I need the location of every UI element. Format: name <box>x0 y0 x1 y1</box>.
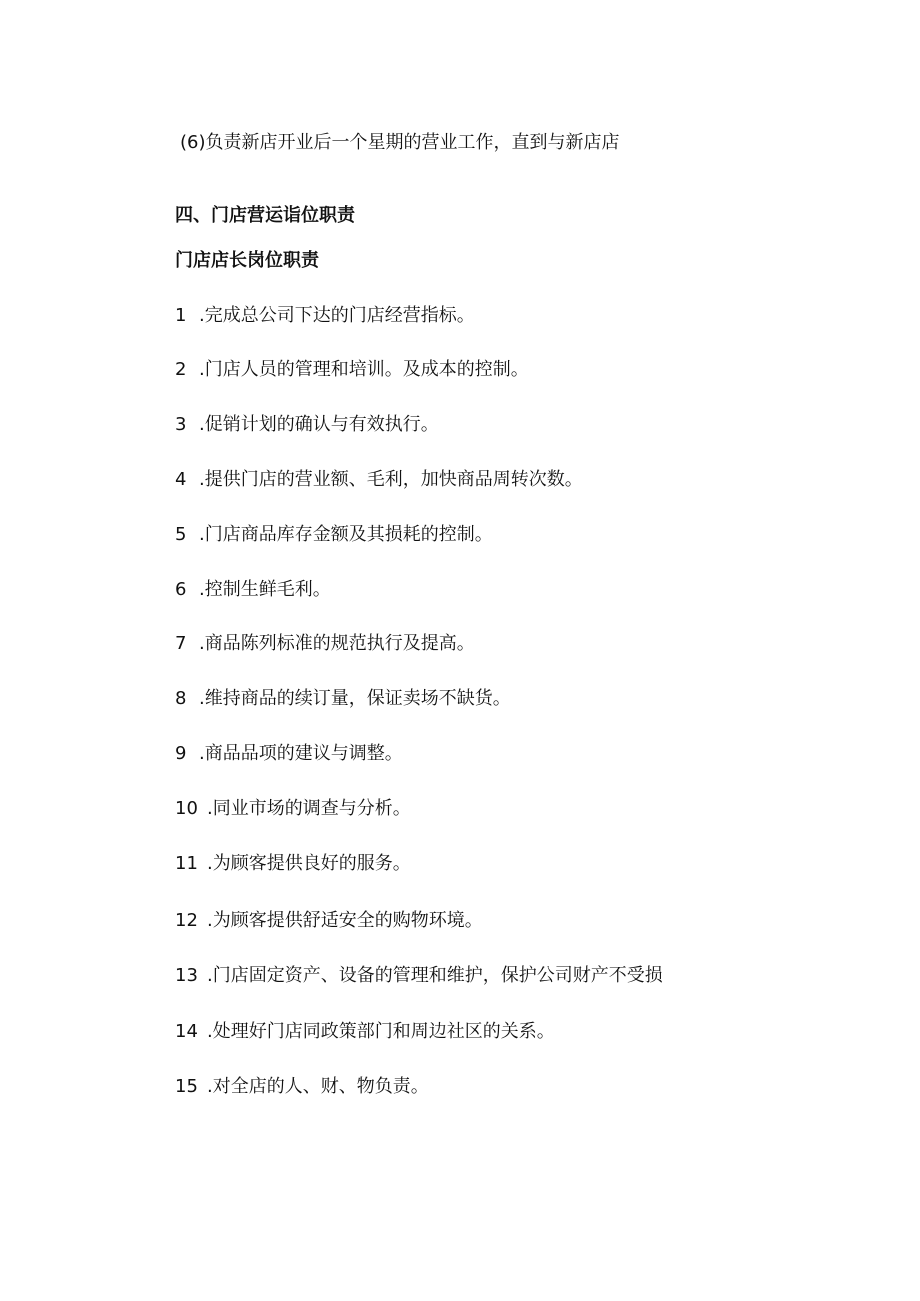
item-text: .为顾客提供舒适安全的购物环境。 <box>207 910 483 931</box>
item-number: 3 <box>175 414 187 435</box>
list-item <box>175 358 529 382</box>
list-item <box>175 1020 555 1044</box>
list-item <box>175 632 475 656</box>
subheading: 门店店长岗位职责 <box>175 250 319 271</box>
item-number: 1 <box>175 305 187 326</box>
item-number: 14 <box>175 1021 198 1042</box>
item-text: .门店人员的管理和培训。及成本的控制。 <box>199 359 529 380</box>
item-number: 4 <box>175 469 187 490</box>
item-text: .促销计划的确认与有效执行。 <box>199 414 439 435</box>
item-number: 5 <box>175 524 187 545</box>
item-text: .提供门店的营业额、毛利，加快商品周转次数。 <box>199 469 583 490</box>
item-text: .为顾客提供良好的服务。 <box>207 853 411 874</box>
item-number: 12 <box>175 910 198 931</box>
list-item <box>175 964 663 988</box>
item-text: .对全店的人、财、物负责。 <box>207 1076 429 1097</box>
item-text: .维持商品的续订量，保证卖场不缺货。 <box>199 688 511 709</box>
list-item <box>175 578 331 602</box>
item-text: .门店商品库存金额及其损耗的控制。 <box>199 524 493 545</box>
list-item <box>175 304 475 328</box>
item-number: 10 <box>175 798 198 819</box>
item-text: .商品陈列标准的规范执行及提高。 <box>199 633 475 654</box>
item-number: 2 <box>175 359 187 380</box>
item-number: 8 <box>175 688 187 709</box>
item-number: 9 <box>175 743 187 764</box>
list-item <box>175 413 439 437</box>
list-item <box>175 1075 429 1099</box>
item-text: .处理好门店同政策部门和周边社区的关系。 <box>207 1021 555 1042</box>
item-text: .完成总公司下达的门店经营指标。 <box>199 305 475 326</box>
item-number: 15 <box>175 1076 198 1097</box>
list-item <box>175 523 493 547</box>
item-text: .门店固定资产、设备的管理和维护，保护公司财产不受损 <box>207 965 663 986</box>
section-heading: 四、门店营运诣位职责 <box>175 205 355 226</box>
item-number: 7 <box>175 633 187 654</box>
item-text: .控制生鲜毛利。 <box>199 579 331 600</box>
item-number: 6 <box>175 579 187 600</box>
list-item <box>175 468 583 492</box>
list-item <box>175 687 511 711</box>
list-item <box>175 742 403 766</box>
list-item <box>175 909 483 933</box>
item-number: 13 <box>175 965 198 986</box>
item-text: .同业市场的调查与分析。 <box>207 798 411 819</box>
item-text: .商品品项的建议与调整。 <box>199 743 403 764</box>
list-item <box>175 797 411 821</box>
item-number: 11 <box>175 853 198 874</box>
intro-line: (6)负责新店开业后一个星期的营业工作，直到与新店店 <box>180 132 620 153</box>
list-item <box>175 852 411 876</box>
